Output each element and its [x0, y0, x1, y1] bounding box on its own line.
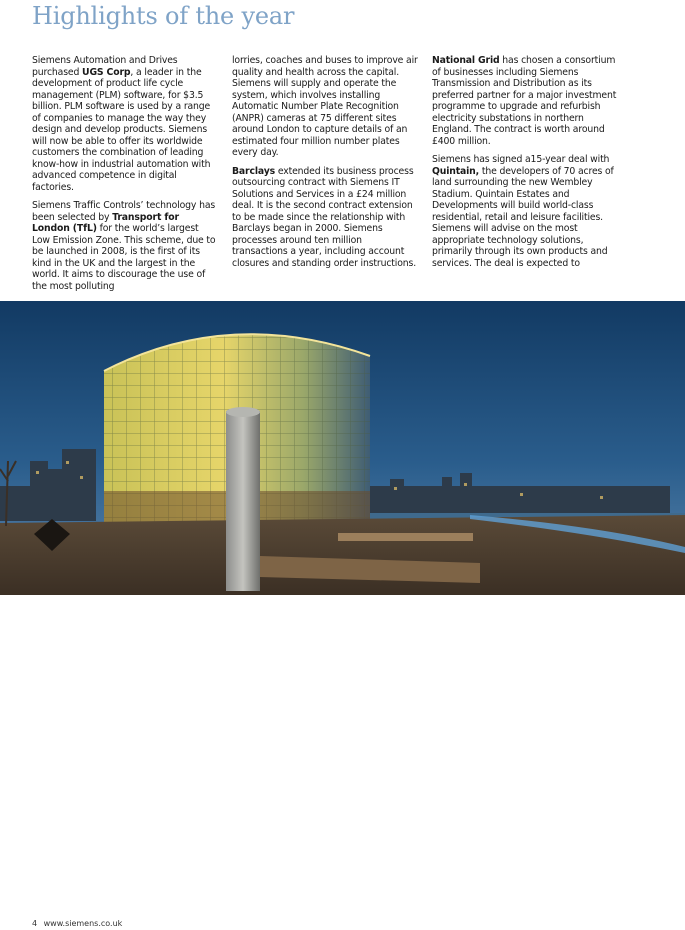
bold-name: UGS Corp	[82, 66, 131, 78]
paragraph	[232, 55, 418, 159]
paragraph	[32, 200, 218, 292]
text-run: Siemens has signed a15-year deal with	[432, 154, 610, 165]
paragraph	[432, 55, 618, 147]
text-run: Siemens Traffic Controls’ technology has been selected by	[32, 200, 216, 223]
bold-name: National Grid	[432, 55, 500, 66]
text-run: , a leader in the development of product life cycle management (PLM) software, for $3.5 billion. PLM software is used by a range of companies to manage the way they design and develop products. Siemens will now be able to offer its worldwide customers the combination of leading know-how in industrial automation with advanced competence in digital factories.	[32, 66, 211, 193]
city-hall-night-photo	[0, 301, 685, 595]
text-run: Siemens Automation and Drives purchased	[32, 55, 178, 78]
bold-name: Quintain,	[432, 165, 480, 177]
bold-name: Barclays	[232, 165, 276, 177]
page-number: 4	[32, 919, 38, 928]
text-column-1	[32, 55, 218, 299]
paragraph	[232, 166, 418, 270]
paragraph	[432, 154, 618, 269]
text-column-2	[232, 55, 418, 276]
footer-url-link[interactable]: www.siemens.co.uk	[43, 919, 123, 928]
bold-name: Transport for London (TfL)	[32, 211, 179, 234]
text-run: for the world’s largest Low Emission Zone. This scheme, due to be launched in 2008, is the first of its kind in the UK and the largest in the world. It aims to discourage the use of the most polluting	[32, 223, 216, 292]
page-title: Highlights of the year	[32, 2, 295, 30]
text-run: lorries, coaches and buses to improve air quality and health across the capital. Siemens will supply and operate the system, which involves installing Automatic Number Plate Recognition (ANPR) cameras at 75 different sites around London to capture details of an estimated four million number plates every day.	[232, 55, 418, 158]
paragraph	[32, 55, 218, 193]
text-run: has chosen a consortium of businesses including Siemens Transmission and Distribution as its preferred partner for a major investment programme to upgrade and refurbish electricity substations in northern England. The contract is worth around £400 million.	[432, 55, 617, 147]
text-run: extended its business process outsourcing contract with Siemens IT Solutions and Services in a £24 million deal. It is the second contract extension to be made since the relationship with Barclays began in 2000. Siemens processes around ten million transactions a year, including account closures and standing order instructions.	[232, 165, 417, 269]
page-footer	[32, 919, 122, 928]
text-column-3	[432, 55, 618, 276]
text-run: the developers of 70 acres of land surrounding the new Wembley Stadium. Quintain Estates and Developments will build world-class residential, retail and leisure facilities. Siemens will advise on the most appropriate technology solutions, primarily through its own products and services. The deal is expected to	[432, 165, 614, 269]
